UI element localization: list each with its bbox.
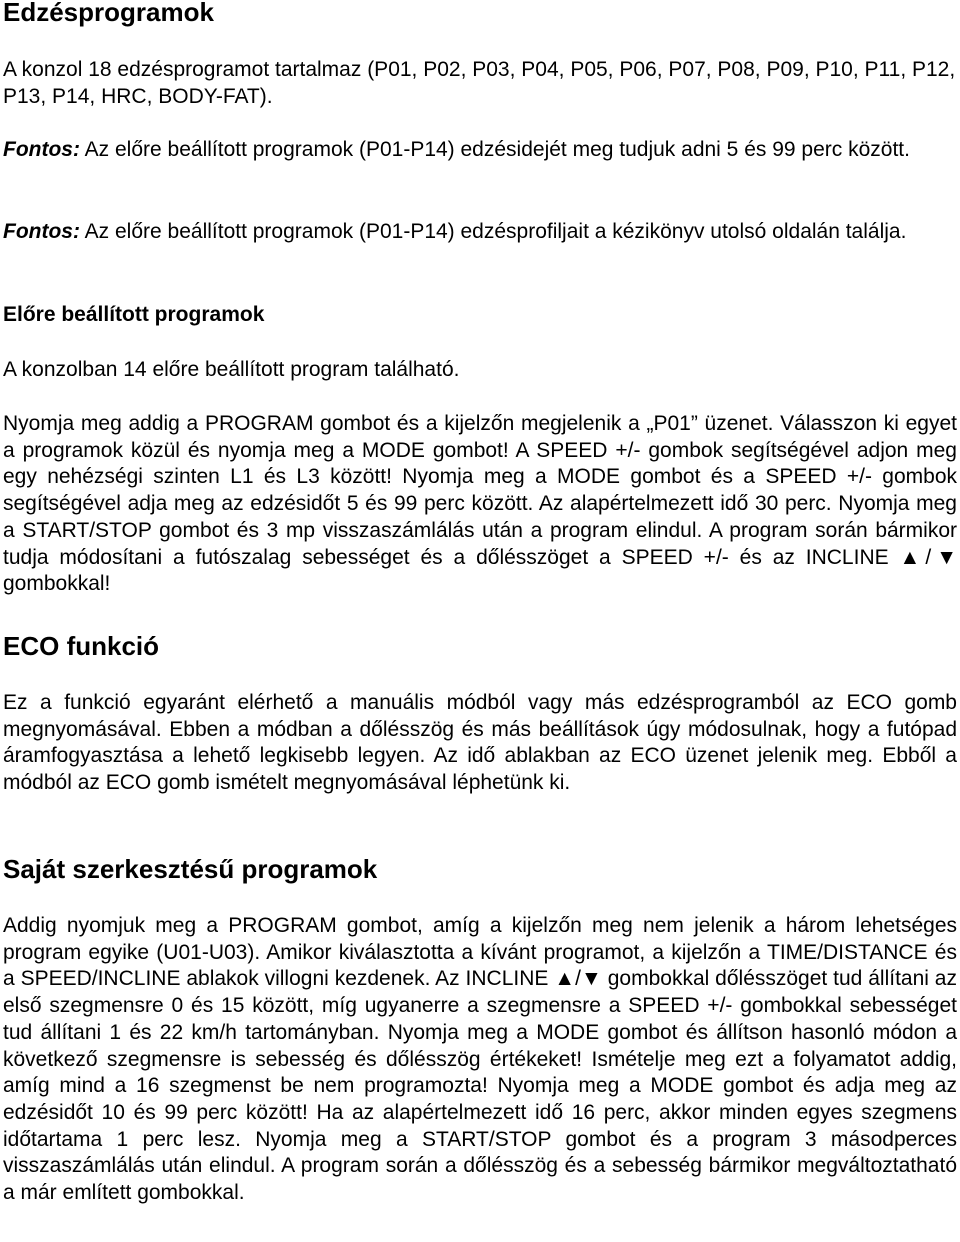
note-profile-label: Fontos: bbox=[3, 220, 80, 243]
preset-programs-heading: Előre beállított programok bbox=[3, 303, 265, 326]
custom-programs-heading: Saját szerkesztésű programok bbox=[3, 854, 378, 884]
note-time-paragraph bbox=[3, 137, 957, 164]
note-time-text: Az előre beállított programok (P01-P14) edzésidejét meg tudjuk adni 5 és 99 perc között. bbox=[79, 138, 910, 161]
page-title: Edzésprogramok bbox=[3, 0, 214, 27]
eco-heading: ECO funkció bbox=[3, 631, 160, 661]
preset-instructions-paragraph: Nyomja meg addig a PROGRAM gombot és a kijelzőn megjelenik a „P01” üzenet. Válasszon ki egyet a programok közül és nyomja meg a MODE gombot! A SPEED +/- gombok segítségével adjon meg egy nehézségi szinten L1 és L3 között! Nyomja meg a MODE gombot és a SPEED +/- gombok segítségével adja meg az edzésidőt 5 és 99 perc között. Az alapértelmezett idő 30 perc. Nyomja meg a START/STOP gombot és 3 mp visszaszámlálás után a program elindul. A program során bármikor tudja módosítani a futószalag sebességet és a dőlésszöget a SPEED +/- és az INCLINE ▲/▼ gombokkal! bbox=[3, 412, 957, 596]
custom-programs-paragraph: Addig nyomjuk meg a PROGRAM gombot, amíg a kijelzőn meg nem jelenik a három lehetséges program egyike (U01-U03). Amikor kiválasztotta a kívánt programot, a kijelzőn a TIME/DISTANCE és a SPEED/INCLINE ablakok villogni kezdenek. Az INCLINE ▲/▼ gombokkal dőlésszöget tud állítani az első szegmensre 0 és 15 között, míg ugyanerre a szegmensre a SPEED +/- gombokkal sebességet tud állítani 1 és 22 km/h tartományban. Nyomja meg a MODE gombot és állítson hasonló módon a következő szegmensre is sebesség és dőlésszög értékeket! Ismételje meg ezt a folyamatot addig, amíg mind a 16 szegmenst be nem programozta! Nyomja meg a MODE gombot és adja meg az edzésidőt 10 és 99 perc között! Ha az alapértelmezett idő 16 perc, akkor minden egyes szegmens időtartama 1 perc lesz. Nyomja meg a START/STOP gombot és a program 3 másodperces visszaszámlálás után elindul. A program során a dőlésszög és a sebesség bármikor megváltoztatható a már említett gombokkal. bbox=[3, 914, 957, 1205]
preset-intro-paragraph: A konzolban 14 előre beállított program található. bbox=[3, 358, 460, 381]
note-profile-text: Az előre beállított programok (P01-P14) edzésprofiljait a kézikönyv utolsó oldalán találja. bbox=[79, 220, 907, 243]
intro-paragraph: A konzol 18 edzésprogramot tartalmaz (P01, P02, P03, P04, P05, P06, P07, P08, P09, P10, P11, P12, P13, P14, HRC, BODY-FAT). bbox=[3, 58, 956, 108]
note-time-label: Fontos: bbox=[3, 138, 80, 161]
eco-paragraph: Ez a funkció egyaránt elérhető a manuális módból vagy más edzésprogramból az ECO gomb megnyomásával. Ebben a módban a dőlésszög és más beállítások úgy módosulnak, hogy a futópad áramfogyasztása a lehető legkisebb legyen. Az idő ablakban az ECO üzenet jelenik meg. Ebből a módból az ECO gomb ismételt megnyomásával léphetünk ki. bbox=[3, 691, 957, 795]
note-profile-paragraph bbox=[3, 219, 957, 246]
